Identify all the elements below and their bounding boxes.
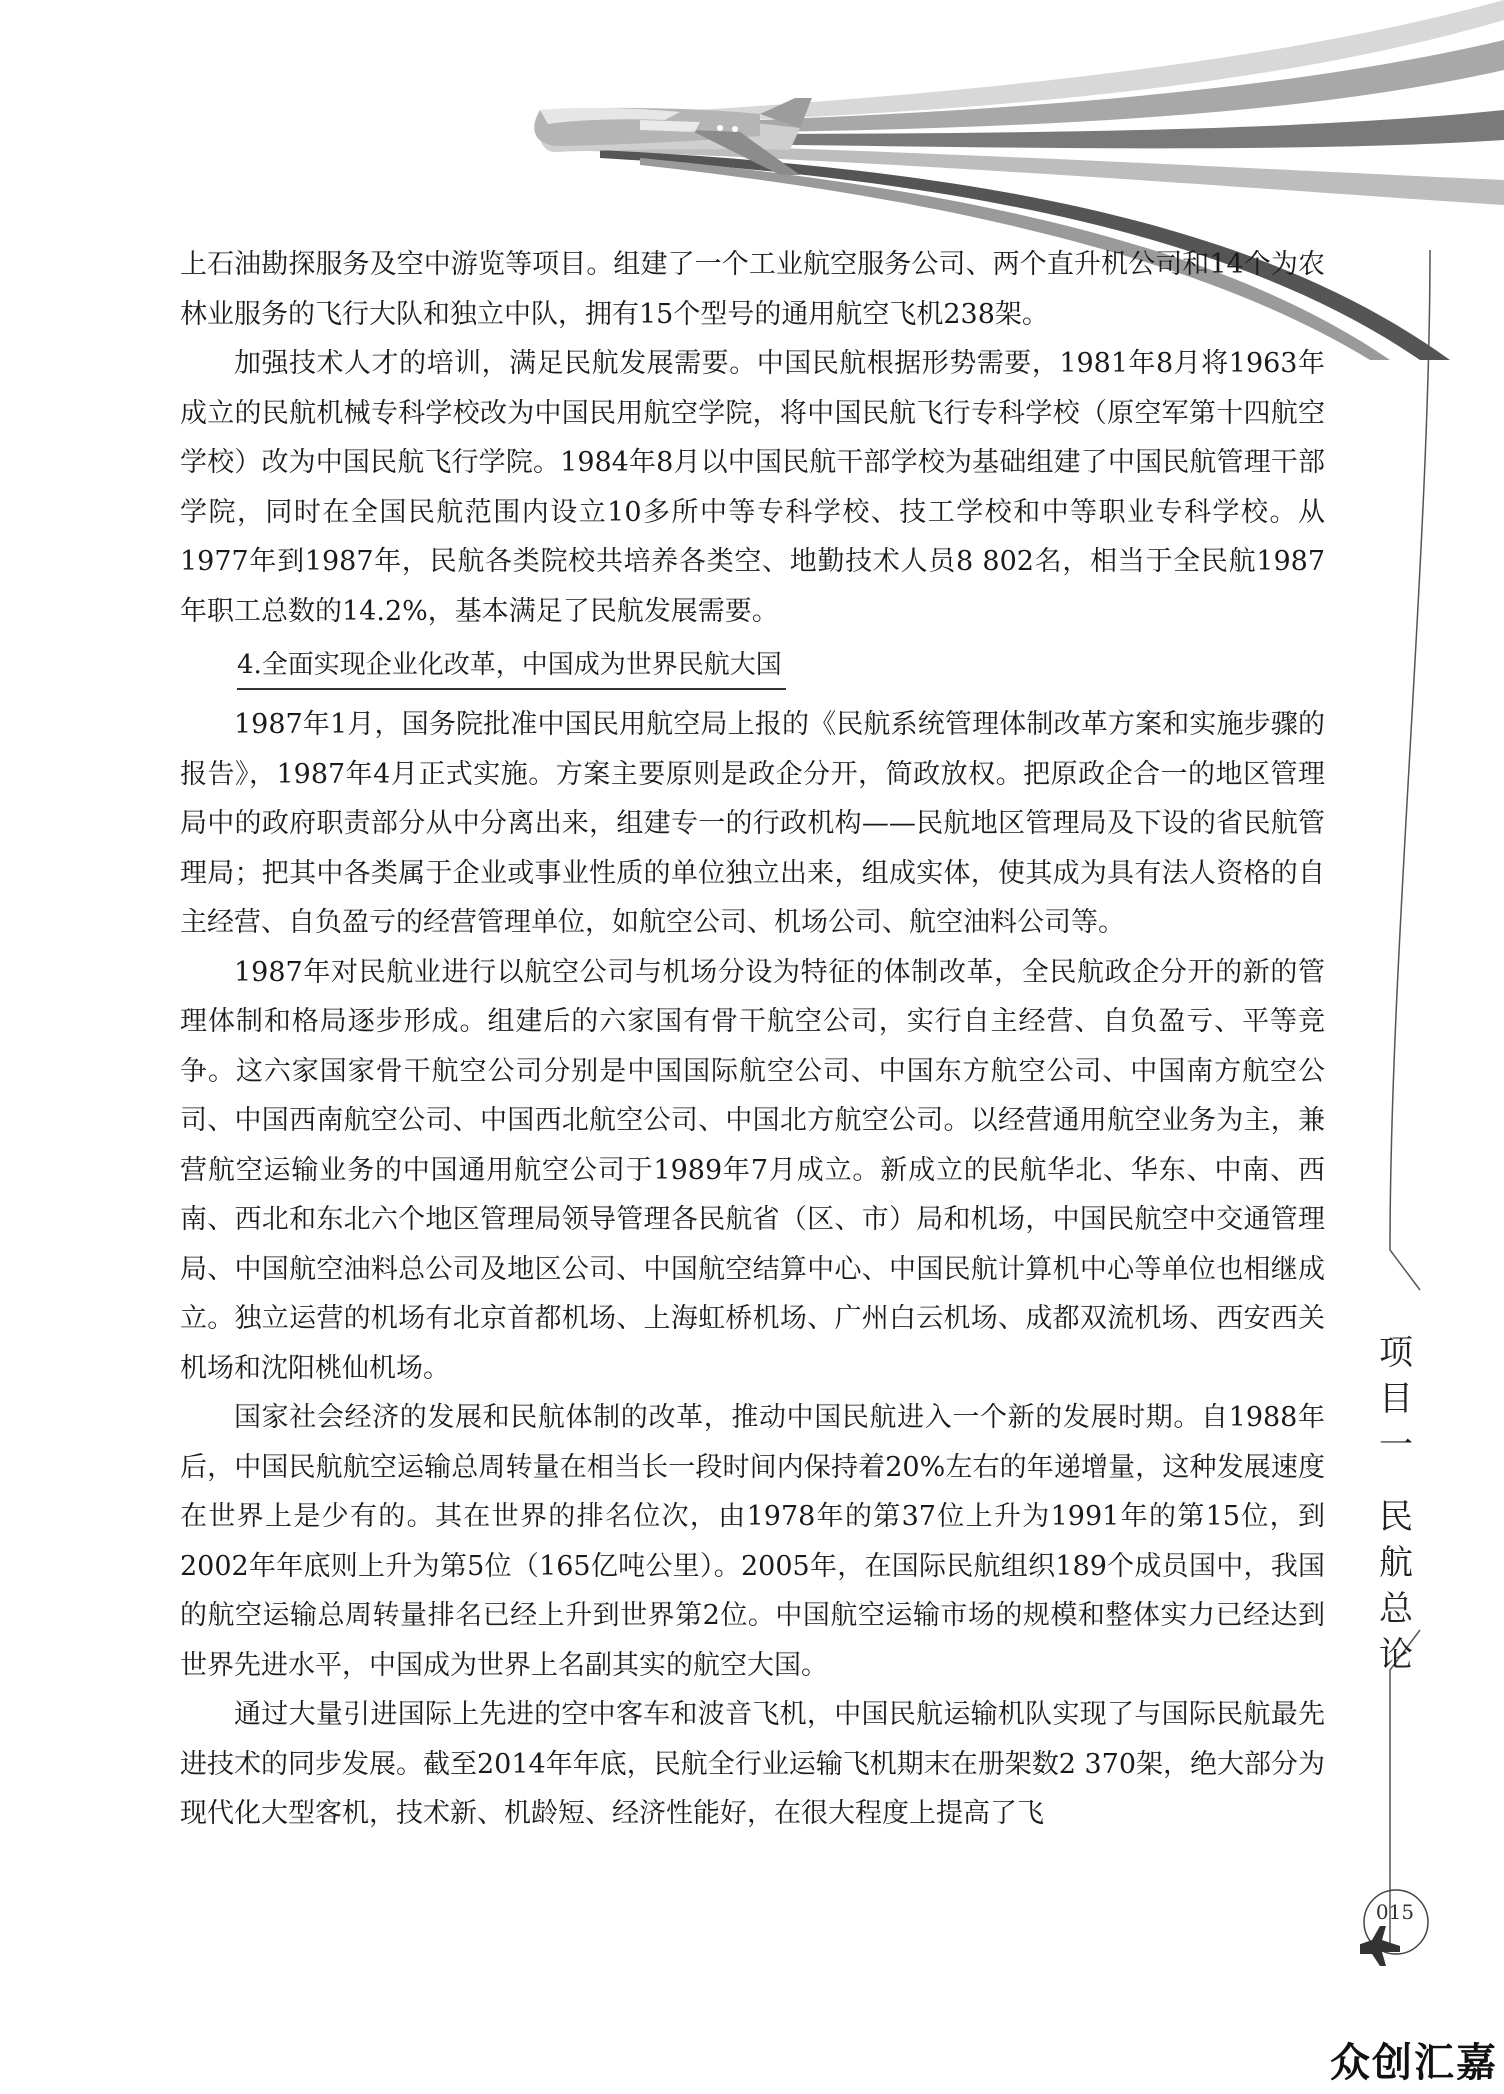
side-label-char: 航 <box>1379 1543 1413 1583</box>
paragraph-3: 1987年1月，国务院批准中国民用航空局上报的《民航系统管理体制改革方案和实施步骤的报告》，1987年4月正式实施。方案主要原则是政企分开，简政放权。把原政企合一的地区管理局中的政府职责部分从中分离出来，组建专一的行政机构——民航地区管理局及下设的省民航管理局；把其中各类属于企业或事业性质的单位独立出来，组成实体，使其成为具有法人资格的自主经营、自负盈亏的经营管理单位，如航空公司、机场公司、航空油料公司等。 <box>180 709 1325 938</box>
side-label-char: 总 <box>1379 1589 1413 1629</box>
page-number: 015 <box>1375 1900 1415 1924</box>
side-label-char: 项 <box>1379 1333 1413 1373</box>
side-label-char: 一 <box>1379 1425 1413 1465</box>
watermark-logo: 众创汇嘉 <box>1330 2040 1498 2086</box>
article-body <box>180 240 1325 1839</box>
side-chapter-label <box>1366 1330 1426 1678</box>
paragraph-5: 国家社会经济的发展和民航体制的改革，推动中国民航进入一个新的发展时期。自1988年后，中国民航航空运输总周转量在相当长一段时间内保持着20%左右的年递增量，这种发展速度在世界上是少有的。其在世界的排名位次，由1978年的第37位上升为1991年的第15位，到2002年年底则上升为第5位（165亿吨公里）。2005年，在国际民航组织189个成员国中，我国的航空运输总周转量排名已经上升到世界第2位。中国航空运输市场的规模和整体实力已经达到世界先进水平，中国成为世界上名副其实的航空大国。 <box>180 1402 1325 1681</box>
paragraph-4: 1987年对民航业进行以航空公司与机场分设为特征的体制改革，全民航政企分开的新的管理体制和格局逐步形成。组建后的六家国有骨干航空公司，实行自主经营、自负盈亏、平等竞争。这六家国家骨干航空公司分别是中国国际航空公司、中国东方航空公司、中国南方航空公司、中国西南航空公司、中国西北航空公司、中国北方航空公司。以经营通用航空业务为主，兼营航空运输业务的中国通用航空公司于1989年7月成立。新成立的民航华北、华东、中南、西南、西北和东北六个地区管理局领导管理各民航省（区、市）局和机场，中国民航空中交通管理局、中国航空油料总公司及地区公司、中国航空结算中心、中国民航计算机中心等单位也相继成立。独立运营的机场有北京首都机场、上海虹桥机场、广州白云机场、成都双流机场、西安西关机场和沈阳桃仙机场。 <box>180 956 1325 1384</box>
side-label-char: 目 <box>1379 1379 1413 1419</box>
paragraph-6: 通过大量引进国际上先进的空中客车和波音飞机，中国民航运输机队实现了与国际民航最先进技术的同步发展。截至2014年年底，民航全行业运输飞机期末在册架数2 370架，绝大部分为现代化大型客机，技术新、机龄短、经济性能好，在很大程度上提高了飞 <box>180 1699 1326 1829</box>
section-heading: 4.全面实现企业化改革，中国成为世界民航大国 <box>237 644 786 690</box>
side-label-char: 民 <box>1379 1497 1413 1537</box>
paragraph-1: 上石油勘探服务及空中游览等项目。组建了一个工业航空服务公司、两个直升机公司和14个为农林业服务的飞行大队和独立中队，拥有15个型号的通用航空飞机238架。 <box>180 249 1325 330</box>
side-label-char: 论 <box>1379 1635 1413 1675</box>
side-label-gap <box>1366 1468 1426 1494</box>
paragraph-2: 加强技术人才的培训，满足民航发展需要。中国民航根据形势需要，1981年8月将1963年成立的民航机械专科学校改为中国民用航空学院，将中国民航飞行专科学校（原空军第十四航空学校）改为中国民航飞行学院。1984年8月以中国民航干部学校为基础组建了中国民航管理干部学院，同时在全国民航范围内设立10多所中等专科学校、技工学校和中等职业专科学校。从1977年到1987年，民航各类院校共培养各类空、地勤技术人员8 802名，相当于全民航1987年职工总数的14.2%，基本满足了民航发展需要。 <box>180 348 1325 627</box>
side-margin-decoration <box>1360 250 1504 2094</box>
